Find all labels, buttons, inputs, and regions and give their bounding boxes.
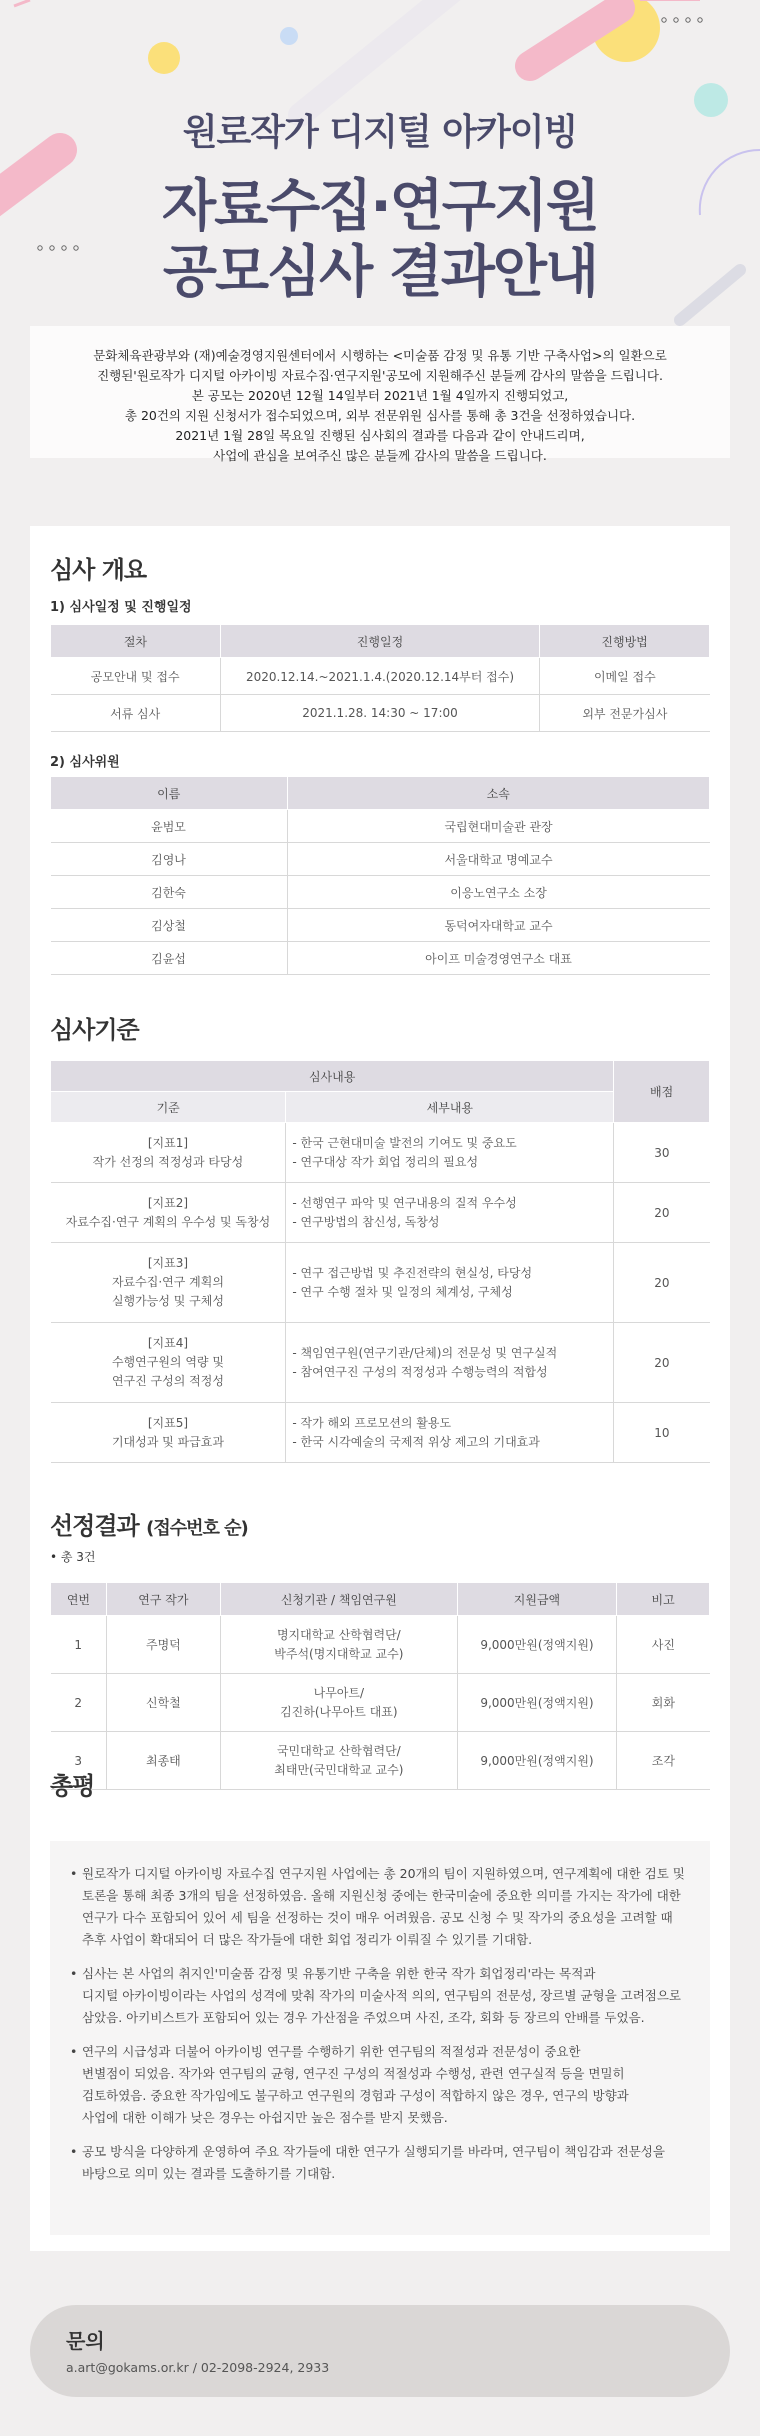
table-header: 심사내용	[51, 1061, 614, 1092]
review-line: 연구의 시급성과 더불어 아카이빙 연구를 수행하기 위한 연구팀의 적절성과 전문성이 중요한	[82, 2044, 581, 2059]
table-cell	[51, 1243, 286, 1323]
table-cell: 조각	[617, 1732, 710, 1790]
table-cell	[286, 1123, 614, 1183]
review-line: 삼았음. 아키비스트가 포함되어 있는 경우 가산점을 주었으며 사진, 조각, 회화 등 장르의 안배를 두었음.	[82, 2010, 645, 2025]
table-cell: 30	[614, 1123, 710, 1183]
yellow-circle-deco	[148, 42, 180, 74]
intro-line: 본 공모는 2020년 12월 14일부터 2021년 1월 4일까지 진행되었고,	[191, 388, 569, 403]
table-header: 지원금액	[457, 1583, 617, 1616]
org-line: 최태만(국민대학교 교수)	[274, 1762, 404, 1777]
table-cell: 김영나	[51, 843, 288, 876]
table-header: 배점	[614, 1061, 710, 1123]
review-paragraph	[70, 2041, 690, 2129]
table-cell: 2021.1.28. 14:30 ~ 17:00	[220, 695, 539, 732]
table-header: 연구 작가	[106, 1583, 220, 1616]
table-cell: 최종태	[106, 1732, 220, 1790]
hero-title-line2: 자료수집·연구지원	[161, 174, 599, 239]
review-line: 원로작가 디지털 아카이빙 자료수집 연구지원 사업에는 총 20개의 팀이 지원하였으며, 연구계획에 대한 검토 및	[82, 1866, 685, 1881]
criteria-title: 심사기준	[50, 1016, 139, 1044]
table-cell: 아이프 미술경영연구소 대표	[287, 942, 709, 975]
intro-line: 진행된'원로작가 디지털 아카이빙 자료수집·연구지원'공모에 지원해주신 분들께 감사의 말씀을 드립니다.	[97, 368, 663, 383]
review-box	[50, 1841, 710, 2235]
table-header: 절차	[51, 625, 221, 658]
table-cell: 주명덕	[106, 1616, 220, 1674]
criteria-standard: 자료수집·연구 계획의	[111, 1275, 224, 1289]
table-header: 신청기관 / 책임연구원	[220, 1583, 457, 1616]
results-title-note: (접수번호 순)	[146, 1518, 248, 1539]
schedule-subtitle: 1) 심사일정 및 진행일정	[50, 600, 192, 615]
results-total: • 총 3건	[50, 1550, 96, 1564]
table-cell: 국립현대미술관 관장	[287, 810, 709, 843]
table-cell: 서울대학교 명예교수	[287, 843, 709, 876]
criteria-standard: 실행가능성 및 구체성	[111, 1294, 224, 1308]
criteria-standard: 수행연구원의 역량 및	[111, 1355, 224, 1369]
grey-bar-deco	[300, 0, 460, 115]
contact-title: 문의	[66, 2329, 105, 2353]
review-line: 공모 방식을 다양하게 운영하여 주요 작가들에 대한 연구가 실행되기를 바라며, 연구팀이 책임감과 전문성을	[82, 2144, 665, 2159]
table-row	[51, 1243, 710, 1323]
table-cell: 10	[614, 1403, 710, 1463]
criteria-index: [지표4]	[147, 1336, 189, 1350]
table-cell	[286, 1243, 614, 1323]
contact-box	[30, 2305, 730, 2397]
review-paragraph	[70, 1863, 690, 1951]
results-title-text: 선정결과	[50, 1512, 139, 1540]
table-cell	[286, 1183, 614, 1243]
table-cell: 사진	[617, 1616, 710, 1674]
table-cell: 동덕여자대학교 교수	[287, 909, 709, 942]
table-header: 기준	[51, 1092, 286, 1123]
committee-table	[50, 776, 710, 975]
table-cell: 회화	[617, 1674, 710, 1732]
table-cell: 9,000만원(정액지원)	[457, 1674, 617, 1732]
bullet-icon: •	[70, 1966, 78, 1981]
table-row	[51, 1123, 710, 1183]
bullet-icon: •	[70, 2044, 78, 2059]
main-content-panel	[30, 526, 730, 2251]
overview-title: 심사 개요	[50, 556, 147, 584]
criteria-detail: - 한국 시각예술의 국제적 위상 제고의 기대효과	[292, 1434, 540, 1449]
review-line: 바탕으로 의미 있는 결과를 도출하기를 기대함.	[82, 2166, 336, 2181]
table-row	[51, 876, 710, 909]
table-header-row	[51, 1061, 710, 1092]
review-title: 총평	[50, 1772, 95, 1800]
committee-subtitle: 2) 심사위원	[50, 755, 120, 770]
criteria-standard: 연구진 구성의 적정성	[111, 1374, 224, 1388]
criteria-index: [지표5]	[147, 1415, 189, 1430]
table-cell: 2	[51, 1674, 107, 1732]
criteria-detail: - 선행연구 파악 및 연구내용의 질적 우수성	[292, 1195, 517, 1210]
hero-title-line1: 원로작가 디지털 아카이빙	[182, 112, 578, 153]
review-line: 변별점이 되었음. 작가와 연구팀의 균형, 연구진 구성의 적절성과 수행성, 관련 연구실적 등을 면밀히	[82, 2066, 625, 2081]
table-row	[51, 695, 710, 732]
criteria-standard: 기대성과 및 파급효과	[111, 1434, 224, 1449]
bullet-icon: •	[70, 1866, 78, 1881]
table-header: 소속	[287, 777, 709, 810]
table-cell: 이응노연구소 소장	[287, 876, 709, 909]
table-cell: 2020.12.14.~2021.1.4.(2020.12.14부터 접수)	[220, 658, 539, 695]
bullet-icon: •	[70, 2144, 78, 2159]
table-cell	[51, 1123, 286, 1183]
table-row	[51, 1616, 710, 1674]
table-cell: 김윤섭	[51, 942, 288, 975]
review-line: 사업에 대한 이해가 낮은 경우는 아쉽지만 높은 점수를 받지 못했음.	[82, 2110, 448, 2125]
org-line: 박주석(명지대학교 교수)	[274, 1646, 404, 1661]
table-cell	[220, 1732, 457, 1790]
review-line: 토론을 통해 최종 3개의 팀을 선정하였음. 올해 지원신청 중에는 한국미술에 중요한 의미를 가지는 작가에 대한	[82, 1888, 681, 1903]
table-cell: 20	[614, 1183, 710, 1243]
table-cell	[220, 1616, 457, 1674]
criteria-detail: - 연구방법의 참신성, 독창성	[292, 1214, 440, 1229]
table-row	[51, 1323, 710, 1403]
table-row	[51, 1183, 710, 1243]
criteria-detail: - 참여연구진 구성의 적정성과 수행능력의 적합성	[292, 1364, 548, 1379]
table-cell: 외부 전문가심사	[540, 695, 710, 732]
hero-banner	[0, 0, 760, 330]
criteria-standard: 자료수집·연구 계획의 우수성 및 독창성	[65, 1214, 271, 1229]
table-cell: 서류 심사	[51, 695, 221, 732]
table-header: 세부내용	[286, 1092, 614, 1123]
table-row	[51, 810, 710, 843]
criteria-detail: - 책임연구원(연구기관/단체)의 전문성 및 연구실적	[292, 1345, 558, 1360]
dots-top-right-deco	[662, 18, 702, 22]
table-cell: 이메일 접수	[540, 658, 710, 695]
intro-line: 2021년 1월 28일 목요일 진행된 심사회의 결과를 다음과 같이 안내드리며,	[175, 428, 585, 443]
table-cell	[286, 1403, 614, 1463]
criteria-detail: - 연구 수행 절차 및 일정의 체계성, 구체성	[292, 1284, 513, 1299]
table-cell	[220, 1674, 457, 1732]
table-cell: 9,000만원(정액지원)	[457, 1616, 617, 1674]
table-row	[51, 1732, 710, 1790]
table-cell: 김한숙	[51, 876, 288, 909]
contact-detail[interactable]: a.art@gokams.or.kr / 02-2098-2924, 2933	[66, 2360, 330, 2375]
org-line: 명지대학교 산학협력단/	[276, 1627, 401, 1642]
table-header: 진행방법	[540, 625, 710, 658]
table-row	[51, 942, 710, 975]
criteria-standard: 작가 선정의 적정성과 타당성	[92, 1154, 244, 1169]
table-cell: 김상철	[51, 909, 288, 942]
table-cell	[51, 1323, 286, 1403]
review-line: 검토하였음. 중요한 작가임에도 불구하고 연구원의 경험과 구성이 적합하지 않은 경우, 연구의 방향과	[82, 2088, 629, 2103]
criteria-detail: - 한국 근현대미술 발전의 기여도 및 중요도	[292, 1135, 517, 1150]
table-cell: 신학철	[106, 1674, 220, 1732]
table-header: 진행일정	[220, 625, 539, 658]
org-line: 나무아트/	[313, 1685, 365, 1700]
blue-circle-deco	[280, 27, 298, 45]
intro-box	[30, 326, 730, 463]
table-cell	[286, 1323, 614, 1403]
table-cell: 9,000만원(정액지원)	[457, 1732, 617, 1790]
criteria-index: [지표3]	[147, 1256, 189, 1270]
hero-title-line3: 공모심사 결과안내	[162, 240, 598, 305]
table-cell: 20	[614, 1243, 710, 1323]
criteria-detail: - 연구대상 작가 회업 정리의 필요성	[292, 1154, 479, 1169]
criteria-index: [지표1]	[147, 1135, 189, 1150]
table-header-row	[51, 1092, 710, 1123]
table-cell: 1	[51, 1616, 107, 1674]
review-line: 디지털 아카이빙이라는 사업의 성격에 맞춰 작가의 미술사적 의의, 연구팀의 전문성, 장르별 균형을 고려점으로	[82, 1988, 682, 2003]
table-row	[51, 843, 710, 876]
table-cell	[51, 1183, 286, 1243]
table-cell: 3	[51, 1732, 107, 1790]
schedule-table	[50, 624, 710, 732]
review-line: 추후 사업이 확대되어 더 많은 작가들에 대한 회업 정리가 이뤄질 수 있기를 기대함.	[82, 1932, 533, 1947]
table-cell: 공모안내 및 접수	[51, 658, 221, 695]
table-row	[51, 1403, 710, 1463]
table-row	[51, 909, 710, 942]
results-table	[50, 1582, 710, 1790]
org-line: 김진하(나무아트 대표)	[280, 1704, 398, 1719]
table-header-row	[51, 777, 710, 810]
table-row	[51, 658, 710, 695]
table-cell	[51, 1403, 286, 1463]
table-header-row	[51, 1583, 710, 1616]
table-header: 비고	[617, 1583, 710, 1616]
intro-line: 문화체육관광부와 (재)예술경영지원센터에서 시행하는 <미술품 감정 및 유통 기반 구축사업>의 일환으로	[93, 348, 667, 363]
table-cell: 20	[614, 1323, 710, 1403]
criteria-table	[50, 1060, 710, 1463]
review-line: 심사는 본 사업의 취지인'미술품 감정 및 유통기반 구축을 위한 한국 작가 회업정리'라는 목적과	[82, 1966, 596, 1981]
org-line: 국민대학교 산학협력단/	[276, 1743, 401, 1758]
results-title	[50, 1506, 248, 1541]
criteria-detail: - 연구 접근방법 및 추진전략의 현실성, 타당성	[292, 1265, 533, 1280]
table-header: 이름	[51, 777, 288, 810]
intro-line: 사업에 관심을 보여주신 많은 분들께 감사의 말씀을 드립니다.	[213, 448, 547, 463]
intro-line: 총 20건의 지원 신청서가 접수되었으며, 외부 전문위원 심사를 통해 총 3건을 선정하였습니다.	[124, 408, 636, 423]
table-row	[51, 1674, 710, 1732]
criteria-detail: - 작가 해외 프로모션의 활용도	[292, 1415, 452, 1430]
criteria-index: [지표2]	[147, 1195, 189, 1210]
table-header-row	[51, 625, 710, 658]
review-paragraph	[70, 2141, 690, 2185]
pink-stroke-deco	[14, 0, 30, 6]
review-line: 연구가 다수 포함되어 있어 세 팀을 선정하는 것이 매우 어려웠음. 공모 신청 수 및 작가의 중요성을 고려할 때	[82, 1910, 673, 1925]
table-cell: 윤범모	[51, 810, 288, 843]
review-paragraph	[70, 1963, 690, 2029]
table-header: 연번	[51, 1583, 107, 1616]
